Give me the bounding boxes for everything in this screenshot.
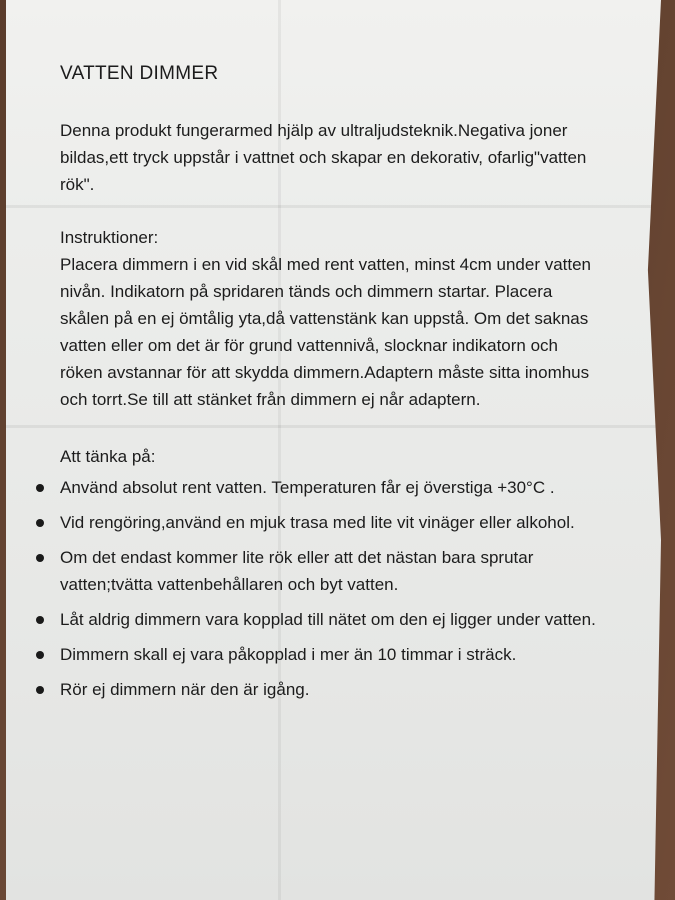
- list-item: [32, 641, 600, 668]
- list-item: [32, 544, 600, 598]
- note-text: Vid rengöring,använd en mjuk trasa med lite vit vinäger eller alkohol.: [60, 513, 575, 532]
- bullet-icon: [36, 616, 44, 624]
- bullet-icon: [36, 554, 44, 562]
- instructions-heading: Instruktioner:: [60, 228, 159, 247]
- note-text: Om det endast kommer lite rök eller att det nästan bara sprutar vatten;tvätta vattenbehållaren och byt vatten.: [60, 548, 534, 594]
- notes-heading: Att tänka på:: [60, 447, 156, 466]
- bullet-icon: [36, 484, 44, 492]
- intro-paragraph: Denna produkt fungerarmed hjälp av ultraljudsteknik.Negativa joner bildas,ett tryck uppstår i vattnet och skapar en dekorativ, ofarlig"vatten rök".: [60, 121, 587, 194]
- bullet-icon: [36, 519, 44, 527]
- list-item: [32, 606, 600, 633]
- list-item: [32, 474, 600, 501]
- list-item: [32, 509, 600, 536]
- note-text: Dimmern skall ej vara påkopplad i mer än 10 timmar i sträck.: [60, 645, 517, 664]
- note-text: Rör ej dimmern när den är igång.: [60, 680, 310, 699]
- list-item: [32, 676, 600, 703]
- notes-list: [32, 474, 600, 703]
- note-text: Låt aldrig dimmern vara kopplad till nätet om den ej ligger under vatten.: [60, 610, 596, 629]
- note-text: Använd absolut rent vatten. Temperaturen får ej överstiga +30°C .: [60, 478, 555, 497]
- instructions-paragraph: Placera dimmern i en vid skål med rent vatten, minst 4cm under vatten nivån. Indikatorn på spridaren tänds och dimmern startar. Placera skålen på en ej ömtålig yta,då vattenstänk kan uppstå. Om det saknas vatten eller om det är för grund vattennivå, slocknar indikatorn och röken avstannar för att skydda dimmern.Adaptern måste sitta inomhus och torrt.Se till att stänket från dimmern ej når adaptern.: [60, 255, 592, 409]
- bullet-icon: [36, 651, 44, 659]
- document-content: [60, 60, 600, 711]
- bullet-icon: [36, 686, 44, 694]
- document-title: VATTEN DIMMER: [60, 63, 219, 84]
